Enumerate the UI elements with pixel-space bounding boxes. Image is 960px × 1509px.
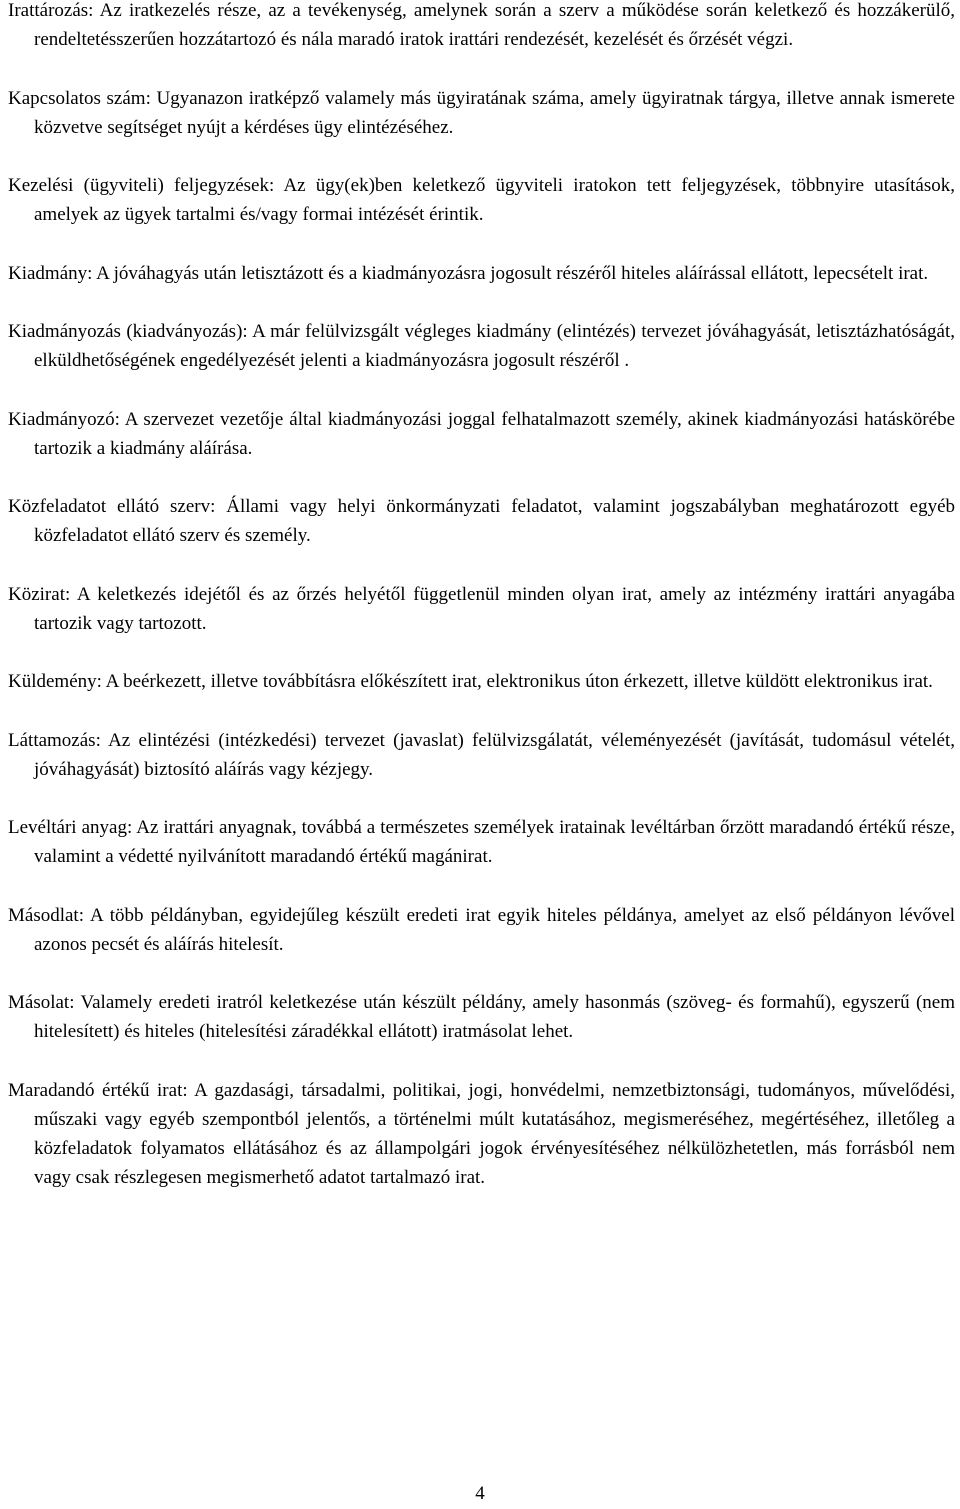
definition-text: Állami vagy helyi önkormányzati feladatot, valamint jogszabályban meghatározott egyéb közfeladatot ellátó szerv és személy. bbox=[34, 496, 956, 546]
term: Maradandó értékű irat: bbox=[8, 1079, 188, 1101]
definition-leveltari-anyag bbox=[8, 813, 955, 871]
term: Másodlat: bbox=[8, 904, 84, 926]
term: Közfeladatot ellátó szerv: bbox=[8, 496, 216, 517]
page-number: 4 bbox=[475, 1483, 485, 1504]
definition-text: A gazdasági, társadalmi, politikai, jogi, honvédelmi, nemzetbiztonsági, tudományos, művelődési, műszaki vagy egyéb szempontból jelentős, a történelmi múlt kutatásához, megismeréséhez, megértéséhez, illetőleg a közfeladatok folyamatos ellátásához és az állampolgári jogok érvényesítéséhez nélkülözhetetlen, más forrásból nem vagy csak részlegesen megismerhető adatot tartalmazó irat. bbox=[34, 1079, 956, 1188]
definition-maradando-erteku-irat bbox=[8, 1076, 955, 1192]
definition-text: Az ügy(ek)ben keletkező ügyviteli iratokon tett feljegyzések, többnyire utasítások, amelyek az ügyek tartalmi és/vagy formai intézését érintik. bbox=[34, 175, 955, 225]
definition-text: A szervezet vezetője által kiadmányozási joggal felhatalmazott személy, akinek kiadmányozási hatáskörébe tartozik a kiadmány aláírása. bbox=[34, 408, 955, 459]
term: Kezelési (ügyviteli) feljegyzések: bbox=[8, 175, 275, 196]
definition-text: A keletkezés idejétől és az őrzés helyétől függetlenül minden olyan irat, amely az intézmény irattári anyagába tartozik vagy tartozott. bbox=[34, 583, 955, 634]
term: Láttamozás: bbox=[8, 729, 101, 751]
term: Irattározás: bbox=[8, 0, 94, 21]
definition-text: Valamely eredeti iratról keletkezése után készült példány, amely hasonmás (szöveg- és formahű), egyszerű (nem hitelesített) és hiteles (hitelesítési záradékkal ellátott) iratmásolat lehet. bbox=[34, 992, 955, 1042]
definition-kezelesi-feljegyzesek bbox=[8, 171, 955, 229]
term: Másolat: bbox=[8, 992, 75, 1013]
definition-lattamozas bbox=[8, 726, 955, 784]
definition-text: A beérkezett, illetve továbbításra előkészített irat, elektronikus úton érkezett, illetve küldött elektronikus irat. bbox=[105, 671, 933, 692]
definition-kiadmany bbox=[8, 259, 955, 288]
definition-kozirat bbox=[8, 580, 955, 638]
definition-text: Az iratkezelés része, az a tevékenység, amelynek során a szerv a működése során keletkező és hozzákerülő, rendeltetésszerűen hozzátartozó és nála maradó iratok irattári rendezését, kezelését és őrzését végzi. bbox=[34, 0, 956, 50]
definition-kapcsolatos-szam bbox=[8, 84, 955, 142]
term: Közirat: bbox=[8, 583, 71, 605]
term: Küldemény: bbox=[8, 671, 102, 692]
definition-kiadmanyozas bbox=[8, 317, 955, 375]
document-body bbox=[8, 0, 955, 1221]
definition-irattarozas bbox=[8, 0, 955, 54]
definition-text: A jóváhagyás után letisztázott és a kiadmányozásra jogosult részéről hiteles aláírással ellátott, lepecsételt irat. bbox=[96, 262, 929, 284]
definition-text: Ugyanazon iratképző valamely más ügyiratának száma, amely ügyiratnak tárgya, illetve annak ismerete közvetve segítséget nyújt a kérdéses ügy elintézéséhez. bbox=[34, 87, 955, 138]
term: Levéltári anyag: bbox=[8, 817, 133, 838]
definition-text: Az elintézési (intézkedési) tervezet (javaslat) felülvizsgálatát, véleményezését (javítását, tudomásul vételét, jóváhagyását) biztosító aláírás vagy kézjegy. bbox=[34, 729, 956, 780]
definition-text: A már felülvizsgált végleges kiadmány (elintézés) tervezet jóváhagyását, letisztázhatóságát, elküldhetőségének engedélyezését jelenti a kiadmányozásra jogosult részéről . bbox=[34, 321, 955, 371]
definition-text: A több példányban, egyidejűleg készült eredeti irat egyik hiteles példánya, amelyet az első példányon lévővel azonos pecsét és aláírás hitelesít. bbox=[34, 904, 955, 955]
term: Kiadmányozó: bbox=[8, 408, 120, 430]
definition-masolat bbox=[8, 988, 955, 1046]
definition-masodlat bbox=[8, 901, 955, 959]
definition-kuldemeny bbox=[8, 667, 955, 696]
term: Kapcsolatos szám: bbox=[8, 87, 151, 109]
definition-text: Az irattári anyagnak, továbbá a természetes személyek iratainak levéltárban őrzött maradandó értékű része, valamint a védetté nyilvánított maradandó értékű magánirat. bbox=[34, 817, 956, 867]
definition-kozfeladatot-ellato-szerv bbox=[8, 492, 955, 550]
definition-kiadmanyozo bbox=[8, 405, 955, 463]
term: Kiadmányozás (kiadványozás): bbox=[8, 321, 248, 342]
term: Kiadmány: bbox=[8, 262, 93, 284]
